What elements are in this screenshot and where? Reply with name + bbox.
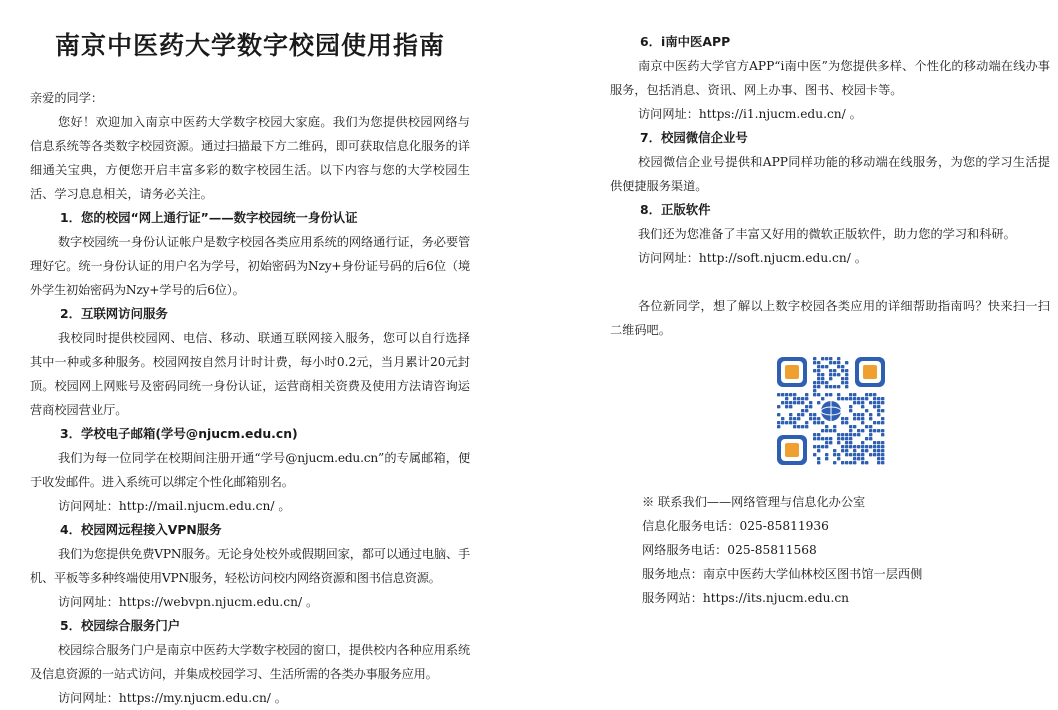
qr-module (861, 401, 864, 404)
qr-module (837, 433, 840, 436)
contact-phone-net: 网络服务电话：025-85811568 (642, 543, 817, 557)
qr-module (837, 365, 840, 368)
qr-module (837, 397, 840, 400)
qr-module (821, 445, 824, 448)
qr-code-image (773, 353, 889, 469)
qr-module (821, 437, 824, 440)
section-8-heading: 8．正版软件 (640, 202, 711, 217)
qr-module (877, 429, 880, 432)
qr-module (869, 413, 872, 416)
qr-module (777, 413, 780, 416)
qr-module (793, 393, 796, 396)
qr-module (797, 397, 800, 400)
qr-module (817, 445, 820, 448)
section-3-body: 我们为每一位同学在校期间注册开通“学号@njucm.edu.cn”的专属邮箱，便于收发邮件。进入系统可以绑定个性化邮箱别名。 (30, 451, 470, 489)
qr-module (825, 385, 828, 388)
left-column (30, 86, 470, 710)
qr-module (813, 437, 816, 440)
qr-module (869, 429, 872, 432)
qr-module (809, 417, 812, 420)
qr-module (825, 357, 828, 360)
qr-module (845, 373, 848, 376)
qr-module (857, 401, 860, 404)
qr-module (869, 417, 872, 420)
qr-module (873, 429, 876, 432)
qr-module (881, 457, 884, 460)
qr-center-logo (819, 399, 843, 423)
qr-module (817, 381, 820, 384)
section-1-heading: 1．您的校园“网上通行证”——数字校园统一身份认证 (60, 210, 358, 225)
qr-module (877, 421, 880, 424)
qr-module (857, 417, 860, 420)
qr-module (881, 433, 884, 436)
qr-module (877, 397, 880, 400)
qr-module (861, 457, 864, 460)
qr-module (849, 453, 852, 456)
qr-module (849, 393, 852, 396)
qr-module (845, 449, 848, 452)
qr-module (785, 405, 788, 408)
qr-module (797, 413, 800, 416)
contact-block (610, 490, 1050, 610)
qr-module (837, 357, 840, 360)
qr-module (793, 421, 796, 424)
qr-module (825, 425, 828, 428)
qr-module (845, 433, 848, 436)
qr-module (865, 437, 868, 440)
qr-module (833, 449, 836, 452)
qr-module (813, 369, 816, 372)
qr-module (833, 373, 836, 376)
section-6-heading: 6．i南中医APP (640, 34, 731, 49)
qr-finder-bottom-left (777, 435, 807, 465)
qr-module (853, 445, 856, 448)
qr-module (849, 461, 852, 464)
qr-module (821, 429, 824, 432)
qr-module (857, 433, 860, 436)
qr-module (865, 461, 868, 464)
qr-module (865, 397, 868, 400)
qr-module (813, 393, 816, 396)
qr-module (785, 393, 788, 396)
qr-module (789, 401, 792, 404)
qr-module (873, 397, 876, 400)
qr-module (861, 405, 864, 408)
qr-module (873, 393, 876, 396)
qr-module (805, 393, 808, 396)
qr-module (881, 397, 884, 400)
qr-module (821, 421, 824, 424)
qr-module (853, 393, 856, 396)
qr-finder-top-right (855, 357, 885, 387)
qr-module (877, 453, 880, 456)
qr-module (845, 441, 848, 444)
qr-module (845, 377, 848, 380)
qr-module (837, 437, 840, 440)
qr-module (869, 433, 872, 436)
qr-module (813, 417, 816, 420)
contact-website[interactable]: 服务网站：https://its.njucm.edu.cn (642, 591, 850, 605)
qr-module (829, 385, 832, 388)
qr-module (869, 453, 872, 456)
qr-module (865, 393, 868, 396)
soft-link[interactable]: 访问网址：http://soft.njucm.edu.cn/ 。 (638, 251, 867, 265)
qr-module (793, 425, 796, 428)
qr-module (777, 393, 780, 396)
qr-module (869, 425, 872, 428)
qr-module (861, 453, 864, 456)
qr-module (853, 413, 856, 416)
qr-module (849, 429, 852, 432)
qr-module (857, 429, 860, 432)
qr-module (833, 429, 836, 432)
qr-module (841, 381, 844, 384)
qr-module (857, 397, 860, 400)
qr-module (869, 445, 872, 448)
qr-module (813, 357, 816, 360)
qr-module (845, 461, 848, 464)
qr-module (833, 461, 836, 464)
section-4-body: 我们为您提供免费VPN服务。无论身处校外或假期回家，都可以通过电脑、手机、平板等多种终端使用VPN服务，轻松访问校内网络资源和图书信息资源。 (30, 547, 470, 585)
qr-module (849, 441, 852, 444)
qr-module (873, 453, 876, 456)
qr-module (861, 397, 864, 400)
qr-module (869, 401, 872, 404)
qr-module (837, 373, 840, 376)
qr-module (837, 361, 840, 364)
qr-module (817, 369, 820, 372)
qr-module (817, 461, 820, 464)
qr-module (873, 405, 876, 408)
qr-module (873, 445, 876, 448)
qr-module (857, 445, 860, 448)
qr-module (829, 393, 832, 396)
qr-module (841, 449, 844, 452)
spacer (610, 270, 1050, 294)
qr-module (817, 433, 820, 436)
qr-module (873, 441, 876, 444)
qr-module (849, 409, 852, 412)
qr-module (841, 437, 844, 440)
page-title: 南京中医药大学数字校园使用指南 (54, 31, 445, 60)
qr-module (861, 417, 864, 420)
qr-module (881, 401, 884, 404)
qr-module (809, 405, 812, 408)
qr-module (825, 441, 828, 444)
qr-module (789, 421, 792, 424)
qr-module (877, 441, 880, 444)
qr-module (877, 445, 880, 448)
qr-module (813, 445, 816, 448)
qr-module (789, 417, 792, 420)
qr-module (849, 397, 852, 400)
qr-module (877, 401, 880, 404)
qr-module (813, 385, 816, 388)
qr-module (817, 437, 820, 440)
qr-module (781, 417, 784, 420)
qr-module (877, 457, 880, 460)
qr-module (813, 389, 816, 392)
qr-module (853, 433, 856, 436)
qr-module (881, 441, 884, 444)
qr-module (805, 409, 808, 412)
qr-module (853, 417, 856, 420)
section-6-body: 南京中医药大学官方APP“i南中医”为您提供多样、个性化的移动端在线办事服务，包括消息、资讯、网上办事、图书、校园卡等。 (610, 59, 1050, 97)
qr-module (837, 441, 840, 444)
qr-module (833, 369, 836, 372)
qr-module (821, 397, 824, 400)
qr-module (857, 457, 860, 460)
qr-module (837, 393, 840, 396)
qr-module (829, 429, 832, 432)
qr-module (825, 453, 828, 456)
qr-module (813, 413, 816, 416)
qr-module (825, 393, 828, 396)
qr-module (865, 449, 868, 452)
qr-module (793, 401, 796, 404)
qr-module (853, 397, 856, 400)
qr-module (841, 369, 844, 372)
qr-module (821, 381, 824, 384)
qr-module (817, 365, 820, 368)
qr-module (849, 445, 852, 448)
qr-module (789, 405, 792, 408)
qr-module (881, 417, 884, 420)
qr-module (849, 405, 852, 408)
qr-module (817, 457, 820, 460)
qr-module (817, 401, 820, 404)
qr-module (873, 449, 876, 452)
qr-module (785, 421, 788, 424)
qr-module (881, 449, 884, 452)
qr-module (881, 429, 884, 432)
qr-module (825, 429, 828, 432)
qr-module (845, 381, 848, 384)
qr-module (841, 421, 844, 424)
qr-module (817, 361, 820, 364)
qr-module (845, 385, 848, 388)
qr-module (809, 413, 812, 416)
section-2-body: 我校同时提供校园网、电信、移动、联通互联网接入服务，您可以自行选择其中一种或多种服务。校园网按自然月计时计费，每小时0.2元，当月累计20元封顶。校园网上网账号及密码同统一身份认证，运营商相关资费及使用方法请咨询运营商校园营业厅。 (30, 331, 470, 417)
qr-module (857, 453, 860, 456)
qr-module (801, 413, 804, 416)
qr-module (841, 445, 844, 448)
qr-module (849, 433, 852, 436)
qr-module (857, 413, 860, 416)
qr-module (865, 425, 868, 428)
qr-module (845, 453, 848, 456)
qr-module (881, 409, 884, 412)
qr-module (837, 453, 840, 456)
qr-module (853, 425, 856, 428)
section-7-body: 校园微信企业号提供和APP同样功能的移动端在线服务，为您的学习生活提供便捷服务渠道。 (610, 155, 1050, 193)
qr-module (801, 401, 804, 404)
qr-module (801, 425, 804, 428)
qr-module (821, 357, 824, 360)
qr-module (845, 417, 848, 420)
qr-module (881, 461, 884, 464)
qr-module (841, 433, 844, 436)
qr-module (797, 425, 800, 428)
qr-module (797, 417, 800, 420)
qr-module (845, 397, 848, 400)
qr-module (829, 369, 832, 372)
qr-module (861, 421, 864, 424)
qr-module (821, 373, 824, 376)
qr-module (829, 357, 832, 360)
qr-module (841, 377, 844, 380)
qr-module (833, 385, 836, 388)
qr-module (861, 413, 864, 416)
section-7-heading: 7．校园微信企业号 (640, 130, 748, 145)
qr-module (825, 437, 828, 440)
qr-module (865, 409, 868, 412)
qr-module (829, 361, 832, 364)
qr-module (829, 441, 832, 444)
closing-paragraph: 各位新同学，想了解以上数字校园各类应用的详细帮助指南吗？快来扫一扫二维码吧。 (610, 299, 1050, 337)
qr-module (861, 441, 864, 444)
qr-finder-top-left (777, 357, 807, 387)
qr-module (853, 401, 856, 404)
qr-module (833, 453, 836, 456)
qr-module (817, 373, 820, 376)
qr-module (873, 401, 876, 404)
qr-module (877, 405, 880, 408)
qr-module (817, 421, 820, 424)
qr-module (845, 421, 848, 424)
qr-module (809, 401, 812, 404)
qr-module (829, 437, 832, 440)
qr-module (833, 361, 836, 364)
qr-module (825, 365, 828, 368)
qr-module (781, 401, 784, 404)
qr-module (825, 457, 828, 460)
intro-paragraph: 您好！欢迎加入南京中医药大学数字校园大家庭。我们为您提供校园网络与信息系统等各类数字校园资源。通过扫描最下方二维码，即可获取信息化服务的详细通关宝典，方便您开启丰富多彩的数字校园生活。以下内容与您的大学校园生活、学习息息相关，请务必关注。 (30, 115, 470, 201)
qr-module (813, 421, 816, 424)
qr-module (825, 445, 828, 448)
qr-module (825, 381, 828, 384)
qr-module (881, 445, 884, 448)
qr-module (793, 397, 796, 400)
qr-module (821, 377, 824, 380)
mail-link[interactable]: 访问网址：http://mail.njucm.edu.cn/ 。 (58, 499, 291, 513)
qr-module (837, 385, 840, 388)
qr-module (797, 401, 800, 404)
qr-module (853, 453, 856, 456)
qr-module (793, 417, 796, 420)
qr-module (789, 413, 792, 416)
qr-module (841, 461, 844, 464)
qr-module (805, 405, 808, 408)
qr-module (817, 393, 820, 396)
qr-module (841, 417, 844, 420)
qr-module (781, 421, 784, 424)
qr-module (781, 393, 784, 396)
qr-code[interactable] (773, 353, 889, 469)
qr-module (845, 437, 848, 440)
qr-module (805, 421, 808, 424)
qr-module (777, 425, 780, 428)
qr-module (817, 417, 820, 420)
qr-module (877, 413, 880, 416)
qr-module (777, 421, 780, 424)
qr-module (873, 421, 876, 424)
qr-module (845, 445, 848, 448)
qr-module (785, 401, 788, 404)
qr-module (785, 397, 788, 400)
qr-module (877, 409, 880, 412)
qr-module (801, 397, 804, 400)
qr-module (849, 425, 852, 428)
qr-module (813, 433, 816, 436)
qr-module (817, 377, 820, 380)
qr-module (869, 393, 872, 396)
qr-module (817, 449, 820, 452)
qr-module (869, 437, 872, 440)
qr-module (789, 393, 792, 396)
right-column (610, 30, 1050, 342)
qr-module (881, 453, 884, 456)
greeting: 亲爱的同学： (30, 91, 104, 105)
qr-module (837, 457, 840, 460)
qr-module (865, 445, 868, 448)
section-1-body: 数字校园统一身份认证帐户是数字校园各类应用系统的网络通行证，务必要管理好它。统一身份认证的用户名为学号，初始密码为Nzy+身份证号码的后6位（境外学生初始密码为Nzy+学号的后6位）。 (30, 235, 470, 297)
portal-link[interactable]: 访问网址：https://my.njucm.edu.cn/ 。 (58, 691, 287, 705)
contact-phone-info: 信息化服务电话：025-85811936 (642, 519, 829, 533)
qr-module (861, 445, 864, 448)
contact-header: ※ 联系我们——网络管理与信息化办公室 (642, 495, 866, 509)
webvpn-link[interactable]: 访问网址：https://webvpn.njucm.edu.cn/ 。 (58, 595, 319, 609)
qr-module (805, 425, 808, 428)
section-3-heading: 3．学校电子邮箱(学号@njucm.edu.cn) (60, 426, 298, 441)
qr-module (813, 361, 816, 364)
section-5-heading: 5．校园综合服务门户 (60, 618, 181, 633)
qr-module (849, 437, 852, 440)
qr-module (817, 385, 820, 388)
qr-module (829, 373, 832, 376)
qr-module (845, 369, 848, 372)
qr-module (877, 449, 880, 452)
qr-module (845, 361, 848, 364)
qr-module (813, 381, 816, 384)
qr-module (853, 457, 856, 460)
qr-module (833, 425, 836, 428)
qr-module (861, 449, 864, 452)
qr-module (841, 397, 844, 400)
qr-module (877, 461, 880, 464)
qr-module (861, 429, 864, 432)
qr-module (801, 409, 804, 412)
app-link[interactable]: 访问网址：https://i1.njucm.edu.cn/ 。 (638, 107, 862, 121)
section-5-body: 校园综合服务门户是南京中医药大学数字校园的窗口，提供校内各种应用系统及信息资源的一站式访问，并集成校园学习、生活所需的各类办事服务应用。 (30, 643, 470, 681)
qr-module (861, 461, 864, 464)
section-2-heading: 2．互联网访问服务 (60, 306, 168, 321)
qr-module (881, 421, 884, 424)
qr-module (777, 405, 780, 408)
section-4-heading: 4．校园网远程接入VPN服务 (60, 522, 222, 537)
qr-module (841, 365, 844, 368)
qr-module (829, 377, 832, 380)
qr-module (805, 397, 808, 400)
qr-module (853, 461, 856, 464)
qr-module (813, 453, 816, 456)
qr-module (821, 365, 824, 368)
section-8-body: 我们还为您准备了丰富又好用的微软正版软件，助力您的学习和科研。 (638, 227, 1016, 241)
qr-module (853, 449, 856, 452)
contact-location: 服务地点：南京中医药大学仙林校区图书馆一层西侧 (642, 567, 923, 581)
